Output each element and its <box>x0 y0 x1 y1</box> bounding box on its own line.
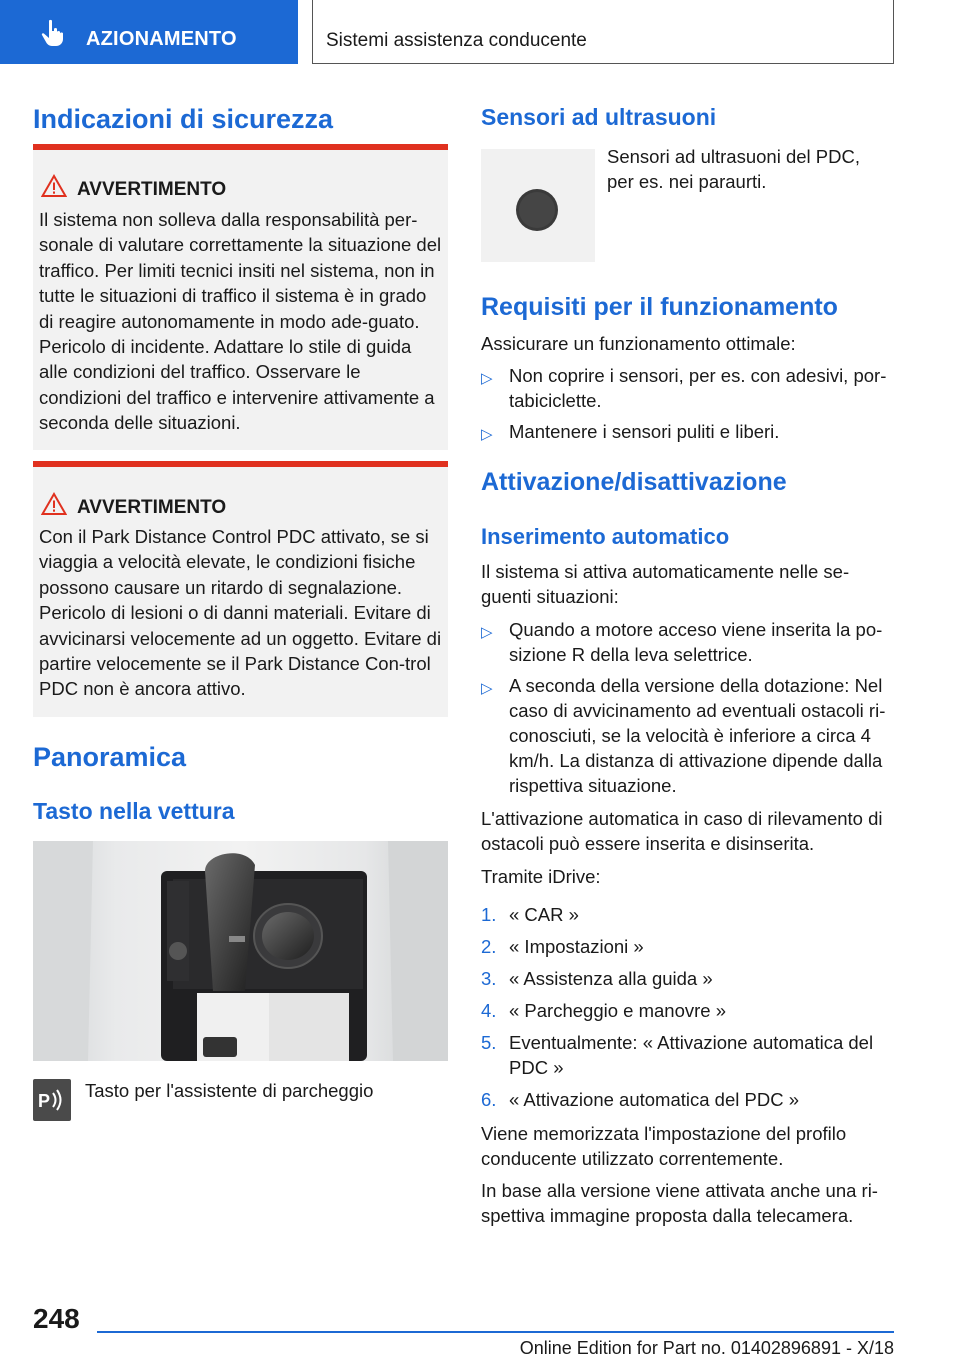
chapter-title: Sistemi assistenza conducente <box>326 30 587 51</box>
camera-note: In base alla versione viene attivata anche una ri-spettiva immagine proposta dalla telecamera. <box>481 1180 878 1226</box>
bullet-triangle-icon: ▷ <box>481 426 493 443</box>
saved-note: Viene memorizzata l'impostazione del profilo conducente utilizzato correntemente. <box>481 1123 847 1169</box>
bullet-triangle-icon: ▷ <box>481 680 493 697</box>
button-heading: Tasto nella vettura <box>33 798 235 824</box>
sensors-heading: Sensori ad ultrasuoni <box>481 104 717 130</box>
section-header <box>0 0 298 64</box>
warning-text: Il sistema non solleva dalla responsabilità per-sonale di valutare correttamente la situazione del traffico. Per limiti tecnici insiti nel sistema, non in tutte le situazioni di traffico il sistema è in grado di reagire autonomamente in modo ade-guato. Pericolo di incidente. Adattare lo stile di guida alle condizioni del traffico. Osservare le condizioni del traffico e intervenire attivamente a seconda delle situazioni. <box>39 209 442 434</box>
hand-pointer-icon <box>38 18 68 48</box>
warning-text: Con il Park Distance Control PDC attivato, se si viaggia a velocità elevate, le condizioni fisiche possono causare un ritardo di segnalazione. Pericolo di lesioni o di danni materiali. Evitare di avvicinarsi velocemente ad un oggetto. Evitare di partire velocemente se il Park Distance Con-trol PDC non è ancora attivo. <box>39 526 442 700</box>
activation-heading: Attivazione/disattivazione <box>481 468 787 496</box>
warning-title: AVVERTIMENTO <box>77 497 227 518</box>
warning-title: AVVERTIMENTO <box>77 179 227 200</box>
footer-divider <box>97 1331 894 1333</box>
warning-triangle-icon <box>41 492 67 516</box>
idrive-label: Tramite iDrive: <box>481 866 601 887</box>
requirements-heading: Requisiti per il funzionamento <box>481 293 838 321</box>
edition-note: Online Edition for Part no. 01402896891 - X/18 <box>519 1338 894 1358</box>
warning-triangle-icon <box>41 174 67 198</box>
center-console-photo <box>33 841 448 1061</box>
warning-box-1 <box>33 144 448 450</box>
warning-box-2 <box>33 461 448 717</box>
section-title: AZIONAMENTO <box>86 28 237 50</box>
chapter-header <box>312 0 894 64</box>
button-caption: Tasto per l'assistente di parcheggio <box>85 1080 374 1101</box>
parking-assistant-icon <box>33 1079 71 1121</box>
auto-intro: Il sistema si attiva automaticamente nelle se-guenti situazioni: <box>481 561 850 607</box>
ultrasonic-sensor-image <box>481 149 595 262</box>
overview-heading: Panoramica <box>33 742 187 772</box>
page-number: 248 <box>33 1303 80 1334</box>
safety-heading: Indicazioni di sicurezza <box>33 104 334 134</box>
sensors-caption: Sensori ad ultrasuoni del PDC, per es. nei paraurti. <box>607 146 860 192</box>
svg-text:P: P <box>38 1091 51 1111</box>
bullet-triangle-icon: ▷ <box>481 624 493 641</box>
bullet-triangle-icon: ▷ <box>481 370 493 387</box>
auto-note: L'attivazione automatica in caso di rilevamento di ostacoli può essere inserita e disinserita. <box>481 808 883 854</box>
requirements-intro: Assicurare un funzionamento ottimale: <box>481 333 796 354</box>
auto-heading: Inserimento automatico <box>481 524 730 549</box>
